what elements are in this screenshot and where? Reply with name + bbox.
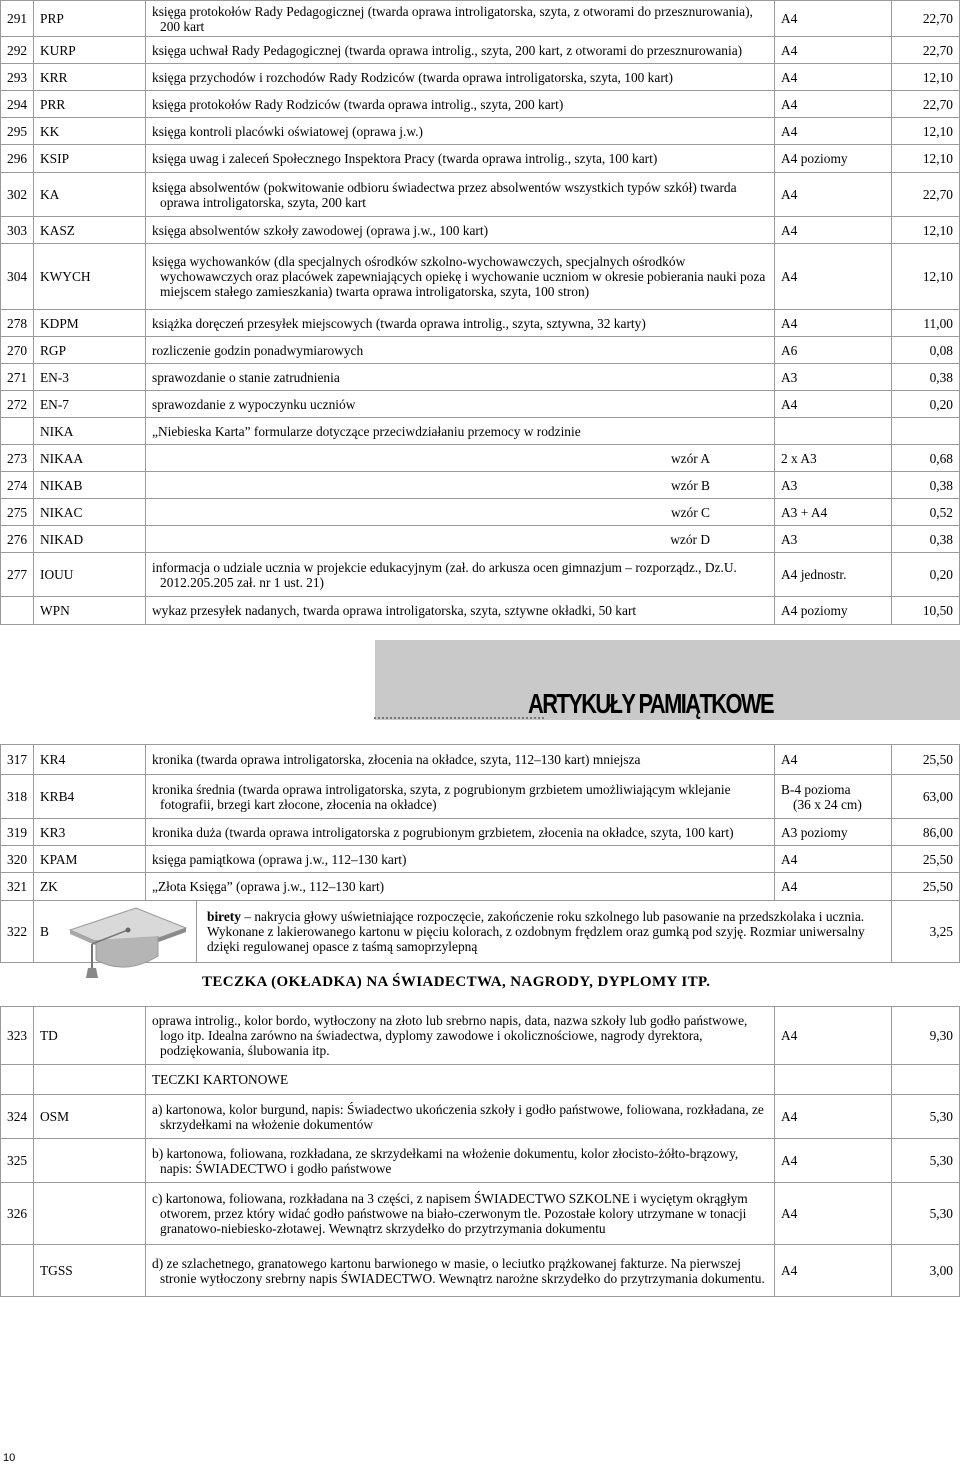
row-price: 0,38 (892, 526, 960, 553)
row-code (34, 1065, 146, 1095)
table-row (1, 244, 960, 310)
row-number: 276 (1, 526, 34, 553)
row-description: b) kartonowa, foliowana, rozkładana, ze skrzydełkami na włożenie dokumentu, kolor złocisto-żółto-brązowy, napis: ŚWIADECTWO i godło państwowe (146, 1139, 775, 1183)
row-code: KR4 (34, 745, 146, 775)
row-number: 293 (1, 64, 34, 91)
row-price: 9,30 (892, 1007, 960, 1065)
row-code: PRR (34, 91, 146, 118)
row-format (775, 418, 892, 445)
row-code: NIKAB (34, 472, 146, 499)
row-description: wzór D (146, 526, 775, 553)
row-description: księga absolwentów szkoły zawodowej (oprawa j.w., 100 kart) (146, 217, 775, 244)
row-number: 273 (1, 445, 34, 472)
row-price: 3,00 (892, 1245, 960, 1297)
row-format: A4 (775, 173, 892, 217)
row-format: A4 (775, 1007, 892, 1065)
row-number: 325 (1, 1139, 34, 1183)
table-row (1, 526, 960, 553)
row-description: oprawa introlig., kolor bordo, wytłoczony na złoto lub srebrno napis, data, nazwa szkoły lub godło państwowe, logo itp. Idealna zarówno na świadectwa, dyplomy zawodowe i okolicznościowe, nagrody dyrektora, podziękowania, ślubowania itp. (146, 1007, 775, 1065)
row-number: 323 (1, 1007, 34, 1065)
row-description: książka doręczeń przesyłek miejscowych (twarda oprawa introlig., szyta, sztywna, 32 karty) (146, 310, 775, 337)
table-row (1, 745, 960, 775)
row-number: 319 (1, 819, 34, 846)
table-row (1, 418, 960, 445)
row-number: 324 (1, 1095, 34, 1139)
row-format: A4 (775, 1095, 892, 1139)
row-number: 277 (1, 553, 34, 597)
row-price: 0,38 (892, 472, 960, 499)
row-number: 275 (1, 499, 34, 526)
row-format: 2 x A3 (775, 445, 892, 472)
table-row (1, 1095, 960, 1139)
row-code: EN-7 (34, 391, 146, 418)
table-row (1, 1245, 960, 1297)
row-format: A4 (775, 244, 892, 310)
row-description: kronika średnia (twarda oprawa introligatorska, szyta, z pogrubionym grzbietem umożliwiającym wklejanie fotografii, brzegi kart złocone, złocenia na okładce) (146, 775, 775, 819)
row-code: KURP (34, 37, 146, 64)
row-price: 0,20 (892, 391, 960, 418)
table-row (1, 846, 960, 873)
table-row (1, 597, 960, 625)
row-price: 12,10 (892, 244, 960, 310)
row-price: 0,68 (892, 445, 960, 472)
price-table-forms (0, 0, 960, 625)
price-table-souvenirs (0, 744, 960, 901)
row-description: księga protokołów Rady Pedagogicznej (twarda oprawa introligatorska, szyta, z otworami do przesznurowania), 200 kart (146, 1, 775, 37)
row-format: A3 poziomy (775, 819, 892, 846)
row-description: kronika duża (twarda oprawa introligatorska z pogrubionym grzbietem, złocenia na okładce, szyta, 100 kart) (146, 819, 775, 846)
table-row (1, 337, 960, 364)
row-format: A4 (775, 1245, 892, 1297)
row-format: A4 (775, 1139, 892, 1183)
row-number: 294 (1, 91, 34, 118)
table-row (1, 553, 960, 597)
row-code: NIKAD (34, 526, 146, 553)
row-price (892, 418, 960, 445)
table-row (1, 217, 960, 244)
row-code: KDPM (34, 310, 146, 337)
row-description: księga pamiątkowa (oprawa j.w., 112–130 kart) (146, 846, 775, 873)
row-price: 22,70 (892, 37, 960, 64)
page-number: 10 (3, 1452, 16, 1464)
row-format (775, 775, 892, 819)
row-code: KPAM (34, 846, 146, 873)
birety-bold: birety (207, 909, 241, 924)
row-price: 0,52 (892, 499, 960, 526)
row-description: wzór A (146, 445, 775, 472)
table-row (1, 145, 960, 173)
row-number (1, 1065, 34, 1095)
row-price: 5,30 (892, 1183, 960, 1245)
table-row (1, 1, 960, 37)
row-description: księga uchwał Rady Pedagogicznej (twarda oprawa introlig., szyta, 200 kart, z otworami do przesznurowania) (146, 37, 775, 64)
row-price: 0,38 (892, 364, 960, 391)
row-format: A4 (775, 64, 892, 91)
row-code: OSM (34, 1095, 146, 1139)
row-code: NIKAA (34, 445, 146, 472)
price-table-folders (0, 1006, 960, 1297)
row-price: 25,50 (892, 873, 960, 901)
row-code: IOUU (34, 553, 146, 597)
row-number: 326 (1, 1183, 34, 1245)
table-row (1, 472, 960, 499)
table-row (1, 391, 960, 418)
row-number: 322 (1, 901, 34, 963)
row-description: c) kartonowa, foliowana, rozkładana na 3 części, z napisem ŚWIADECTWO SZKOLNE i wyciętym okrągłym otworem, przez który widać godło państwowe na biało-czerwonym tle. Pozostałe kolory utrzymane w tonacji granatowo-niebiesko-złotawej. Wewnątrz skrzydełko do przytrzymania dokumentu (146, 1183, 775, 1245)
row-code: TGSS (34, 1245, 146, 1297)
teczka-heading: TECZKA (OKŁADKA) NA ŚWIADECTWA, NAGRODY, DYPLOMY ITP. (202, 974, 711, 990)
row-price: 11,00 (892, 310, 960, 337)
row-description: informacja o udziale ucznia w projekcie edukacyjnym (zał. do arkusza ocen gimnazjum – rozporządz., Dz.U. 2012.205.205 zał. nr 1 ust. 21) (146, 553, 775, 597)
table-row (1, 1007, 960, 1065)
row-price: 12,10 (892, 118, 960, 145)
table-row (1, 1065, 960, 1095)
row-format: A4 (775, 745, 892, 775)
graduation-cap-icon (66, 890, 188, 980)
row-price: 5,30 (892, 1139, 960, 1183)
row-format: A6 (775, 337, 892, 364)
row-price: 3,25 (892, 901, 960, 963)
row-format: A4 (775, 1183, 892, 1245)
birety-text: – nakrycia głowy uświetniające rozpoczęcie, zakończenie roku szkolnego lub pasowanie na przedszkolaka i ucznia. Wykonane z lakierowanego kartonu w pięciu kolorach, z ozdobnym frędzlem oraz gumką pod szyję. Rozmiar uniwersalny dzięki regulowanej opasce z taśmą samoprzylepną (207, 909, 865, 954)
row-format: A4 jednostr. (775, 553, 892, 597)
row-description: „Niebieska Karta” formularze dotyczące przeciwdziałaniu przemocy w rodzinie (146, 418, 775, 445)
row-code (34, 1139, 146, 1183)
row-code (34, 1183, 146, 1245)
row-code: KR3 (34, 819, 146, 846)
row-description: księga uwag i zaleceń Społecznego Inspektora Pracy (twarda oprawa introlig., szyta, 100 kart) (146, 145, 775, 173)
row-code: KK (34, 118, 146, 145)
row-description: księga kontroli placówki oświatowej (oprawa j.w.) (146, 118, 775, 145)
row-format: A4 poziomy (775, 145, 892, 173)
row-format: A4 (775, 217, 892, 244)
row-format: A4 (775, 118, 892, 145)
row-code: WPN (34, 597, 146, 625)
row-price: 10,50 (892, 597, 960, 625)
row-number (1, 1245, 34, 1297)
section-title: ARTYKUŁY PAMIĄTKOWE (528, 688, 773, 719)
row-description: a) kartonowa, kolor burgund, napis: Świadectwo ukończenia szkoły i godło państwowe, foliowana, rozkładana, ze skrzydełkami na włożenie dokumentów (146, 1095, 775, 1139)
row-format: A3 (775, 472, 892, 499)
row-format (775, 1065, 892, 1095)
row-format: A4 poziomy (775, 597, 892, 625)
row-price: 22,70 (892, 1, 960, 37)
row-code: RGP (34, 337, 146, 364)
row-code: KSIP (34, 145, 146, 173)
table-row (1, 310, 960, 337)
row-price: 0,08 (892, 337, 960, 364)
row-price: 12,10 (892, 64, 960, 91)
row-format: A3 (775, 526, 892, 553)
row-description: księga wychowanków (dla specjalnych ośrodków szkolno-wychowawczych, specjalnych ośrodków wychowawczych oraz placówek zapewniających opiekę i wychowanie uczniom w okresie pobierania nauki poza miejscem stałego zamieszkania) twarta oprawa introligatorska, szyta, 100 stron) (146, 244, 775, 310)
table-row (1, 1183, 960, 1245)
row-description: księga absolwentów (pokwitowanie odbioru świadectwa przez absolwentów wszystkich typów szkół) twarda oprawa introligatorska, szyta, 200 kart (146, 173, 775, 217)
row-code: KRR (34, 64, 146, 91)
row-number: 274 (1, 472, 34, 499)
row-number: 271 (1, 364, 34, 391)
table-row (1, 1139, 960, 1183)
row-description: sprawozdanie o stanie zatrudnienia (146, 364, 775, 391)
row-number: 272 (1, 391, 34, 418)
row-code: TD (34, 1007, 146, 1065)
row-price (892, 1065, 960, 1095)
table-row (1, 64, 960, 91)
row-format: A3 (775, 364, 892, 391)
row-description: d) ze szlachetnego, granatowego kartonu barwionego w masie, o leciutko prążkowanej fakturze. Na pierwszej stronie wytłoczony srebrny napis ŚWIADECTWO. Wewnątrz narożne skrzydełko do przytrzymania dokumentu. (146, 1245, 775, 1297)
row-format: A3 + A4 (775, 499, 892, 526)
row-code: KRB4 (34, 775, 146, 819)
row-number: 270 (1, 337, 34, 364)
row-code: PRP (34, 1, 146, 37)
row-number: 295 (1, 118, 34, 145)
row-description: księga przychodów i rozchodów Rady Rodziców (twarda oprawa introligatorska, szyta, 100 kart) (146, 64, 775, 91)
banner-dotted-line (374, 717, 544, 719)
table-row (1, 37, 960, 64)
row-format: A4 (775, 873, 892, 901)
row-number: 291 (1, 1, 34, 37)
table-row (1, 775, 960, 819)
table-row (1, 819, 960, 846)
row-price: 0,20 (892, 553, 960, 597)
row-price: 22,70 (892, 91, 960, 118)
table-row (1, 91, 960, 118)
row-price: 25,50 (892, 846, 960, 873)
row-number: 321 (1, 873, 34, 901)
row-price: 86,00 (892, 819, 960, 846)
row-description: TECZKI KARTONOWE (146, 1065, 775, 1095)
row-code: KA (34, 173, 146, 217)
row-code: KASZ (34, 217, 146, 244)
row-code: NIKA (34, 418, 146, 445)
row-price: 12,10 (892, 145, 960, 173)
row-format: A4 (775, 846, 892, 873)
table-row (1, 364, 960, 391)
row-price: 25,50 (892, 745, 960, 775)
row-format: A4 (775, 310, 892, 337)
row-number: 317 (1, 745, 34, 775)
row-format: A4 (775, 391, 892, 418)
table-row (1, 445, 960, 472)
table-row (1, 173, 960, 217)
row-description: wykaz przesyłek nadanych, twarda oprawa introligatorska, szyta, sztywne okładki, 50 kart (146, 597, 775, 625)
row-format: A4 (775, 1, 892, 37)
table-row (1, 118, 960, 145)
row-number: 320 (1, 846, 34, 873)
row-description: wzór B (146, 472, 775, 499)
row-number: 303 (1, 217, 34, 244)
row-number: 302 (1, 173, 34, 217)
row-price: 22,70 (892, 173, 960, 217)
row-description: wzór C (146, 499, 775, 526)
row-format: A4 (775, 91, 892, 118)
row-price: 63,00 (892, 775, 960, 819)
table-row (1, 499, 960, 526)
row-description: księga protokołów Rady Rodziców (twarda oprawa introlig., szyta, 200 kart) (146, 91, 775, 118)
row-description: rozliczenie godzin ponadwymiarowych (146, 337, 775, 364)
row-number: 304 (1, 244, 34, 310)
row-description: sprawozdanie z wypoczynku uczniów (146, 391, 775, 418)
row-number (1, 418, 34, 445)
row-price: 12,10 (892, 217, 960, 244)
row-description: „Złota Księga” (oprawa j.w., 112–130 kart) (146, 873, 775, 901)
row-code: EN-3 (34, 364, 146, 391)
row-format-line1: B-4 pozioma (781, 781, 851, 797)
row-number: 292 (1, 37, 34, 64)
row-format: A4 (775, 37, 892, 64)
row-format-line2: (36 x 24 cm) (793, 796, 862, 812)
row-code: NIKAC (34, 499, 146, 526)
row-number (1, 597, 34, 625)
row-code: KWYCH (34, 244, 146, 310)
row-number: 296 (1, 145, 34, 173)
row-number: 318 (1, 775, 34, 819)
row-code: ZK (34, 873, 146, 901)
row-code: B (34, 901, 197, 963)
row-price: 5,30 (892, 1095, 960, 1139)
row-number: 278 (1, 310, 34, 337)
row-description (197, 901, 892, 963)
row-description: kronika (twarda oprawa introligatorska, złocenia na okładce, szyta, 112–130 kart) mniejsza (146, 745, 775, 775)
